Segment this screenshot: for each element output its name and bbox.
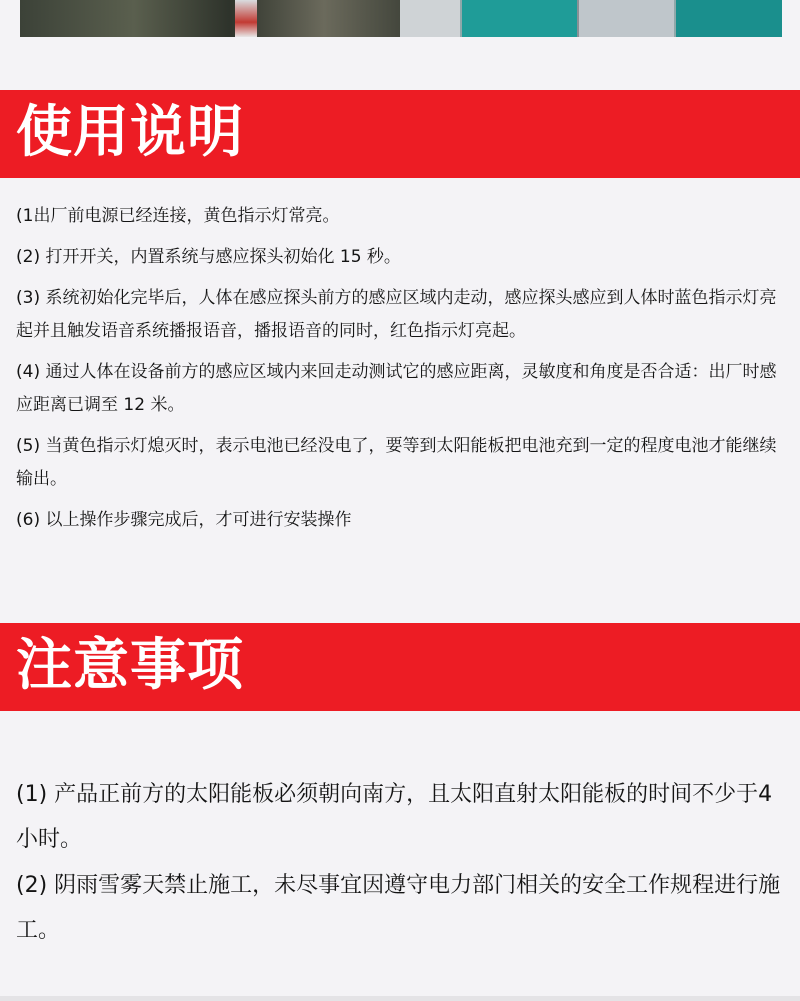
instruction-item: (4) 通过人体在设备前方的感应区域内来回走动测试它的感应距离，灵敏度和角度是否合适：出厂时感应距离已调至 12 米。 — [16, 362, 777, 415]
instruction-item: (3) 系统初始化完毕后，人体在感应探头前方的感应区域内走动，感应探头感应到人体时蓝色指示灯亮起并且触发语音系统播报语音，播报语音的同时，红色指示灯亮起。 — [16, 288, 777, 341]
precaution-item: (2) 阴雨雪雾天禁止施工，未尽事宜因遵守电力部门相关的安全工作规程进行施工。 — [16, 873, 781, 943]
precautions-list — [16, 772, 786, 954]
outdoor-pole-photo — [20, 0, 400, 37]
instruction-item: (6) 以上操作步骤完成后，才可进行安装操作 — [16, 510, 352, 530]
instruction-item: (5) 当黄色指示灯熄灭时，表示电池已经没电了，要等到太阳能板把电池充到一定的程度电池才能继续输出。 — [16, 436, 777, 489]
usage-instructions-banner — [0, 90, 800, 178]
section-title: 使用说明 — [16, 100, 244, 165]
product-photo-strip — [20, 0, 782, 37]
instruction-item: (2) 打开开关，内置系统与感应探头初始化 15 秒。 — [16, 247, 401, 267]
pole-graphic — [235, 0, 257, 37]
instruction-item: (1出厂前电源已经连接，黄色指示灯常亮。 — [16, 206, 340, 226]
usage-instructions-list — [16, 200, 786, 545]
precaution-item: (1) 产品正前方的太阳能板必须朝向南方，且太阳直射太阳能板的时间不少于4小时。 — [16, 782, 773, 852]
divider — [0, 996, 800, 1001]
section-title: 注意事项 — [16, 633, 244, 698]
cabinet-photo — [400, 0, 782, 37]
precautions-banner — [0, 623, 800, 711]
